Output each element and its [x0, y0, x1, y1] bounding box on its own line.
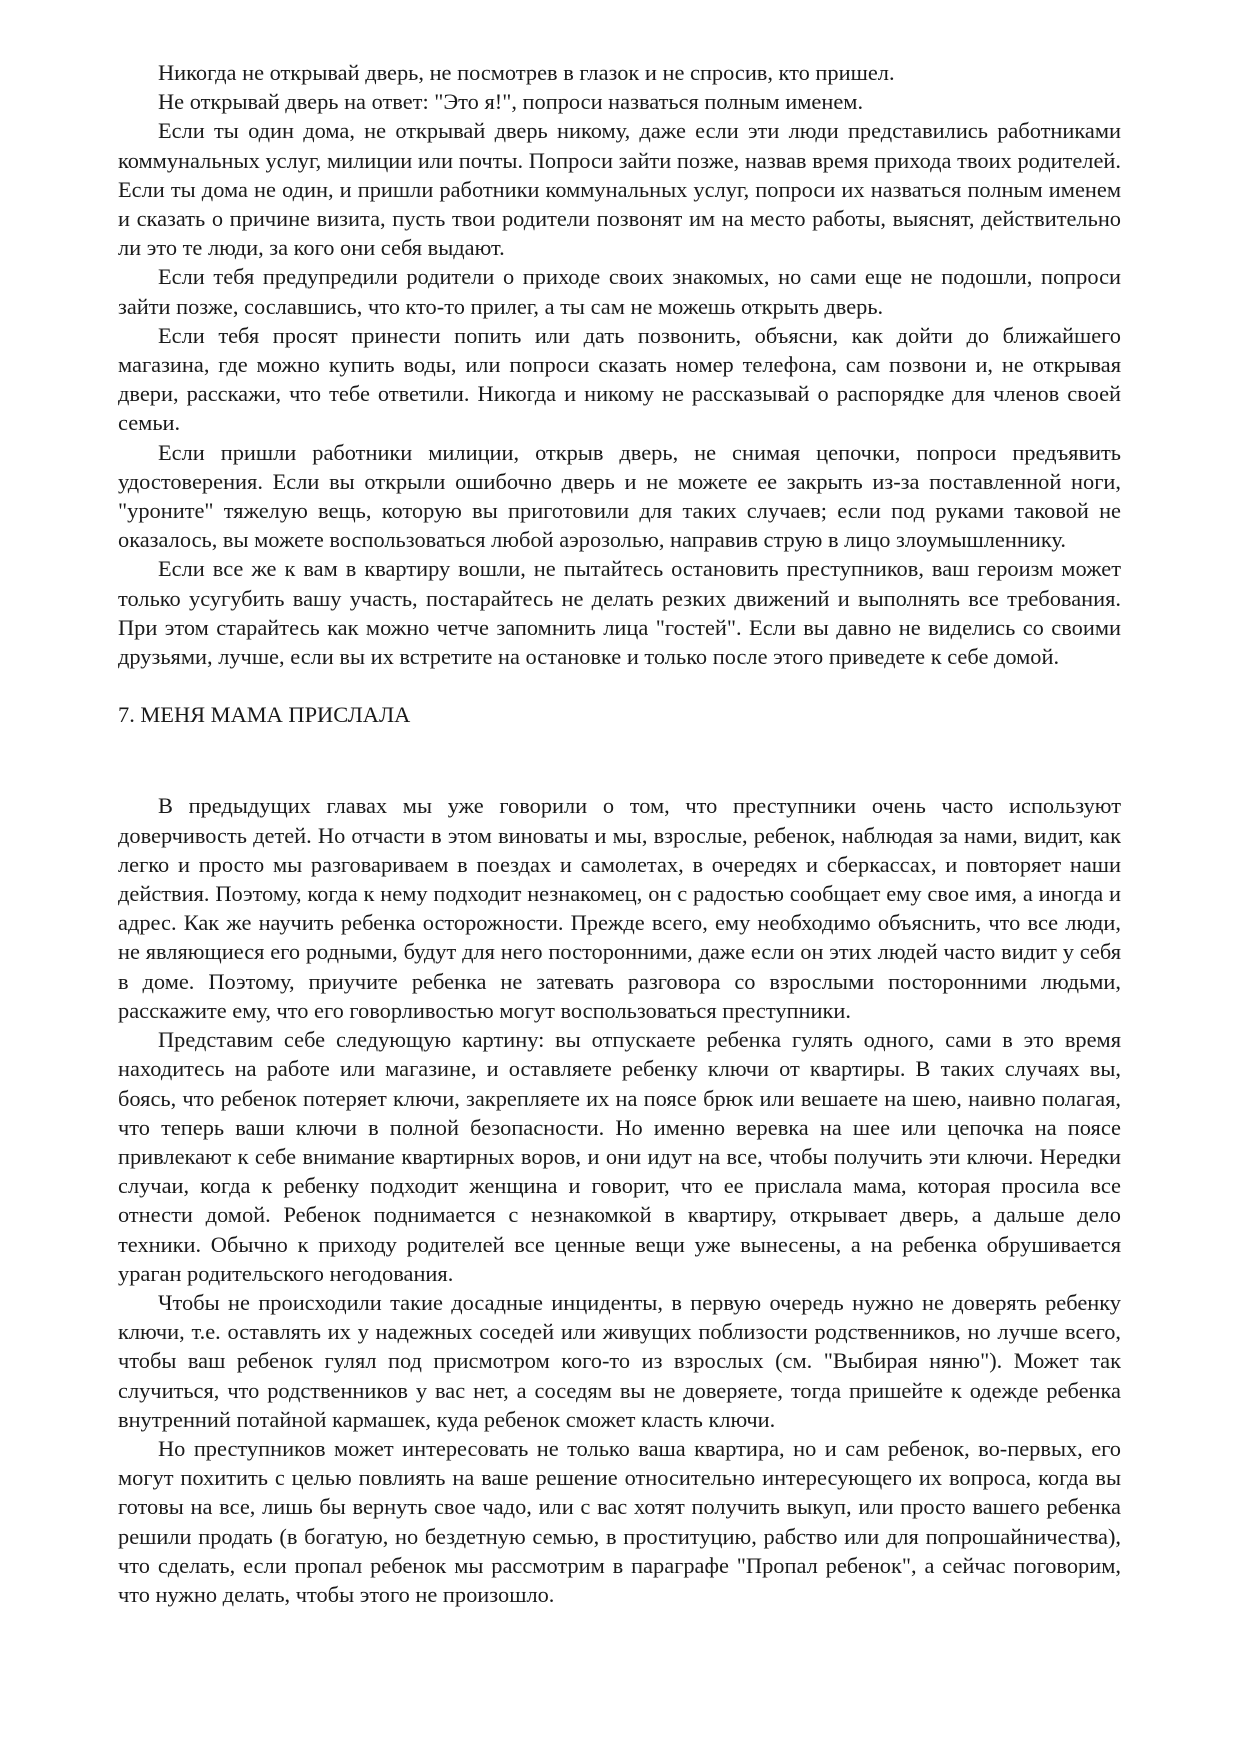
section-before — [118, 58, 1121, 671]
paragraph: Не открывай дверь на ответ: "Это я!", попроси назваться полным именем. — [158, 89, 864, 115]
section-heading: 7. МЕНЯ МАМА ПРИСЛАЛА — [118, 702, 411, 728]
paragraph: Если тебя просят принести попить или дать позвонить, объясни, как дойти до ближайшего магазина, где можно купить воды, или попроси сказать номер телефона, сам позвони и, не открывая двери, расскажи, что тебе ответили. Никогда и никому не рассказывай о распорядке для членов своей семьи. — [118, 322, 1121, 436]
paragraph: Никогда не открывай дверь, не посмотрев в глазок и не спросив, кто пришел. — [158, 60, 895, 85]
paragraph: Чтобы не происходили такие досадные инциденты, в первую очередь нужно не доверять ребенку ключи, т.е. оставлять их у надежных соседей или живущих поблизости родственников, но лучше всего, чтобы ваш ребенок гулял под присмотром кого-то из взрослых (см. "Выбирая няню"). Может так случиться, что родственников у вас нет, а соседям вы не доверяете, тогда пришейте к одежде ребенка внутренний потайной кармашек, куда ребенок сможет класть ключи. — [118, 1289, 1121, 1432]
paragraph: Если все же к вам в квартиру вошли, не пытайтесь остановить преступников, ваш героизм может только усугубить вашу участь, постарайтесь не делать резких движений и выполнять все требования. При этом старайтесь как можно четче запомнить лица "гостей". Если вы давно не виделись со своими друзьями, лучше, если вы их встретите на остановке и только после этого приведете к себе домой. — [118, 556, 1121, 670]
section-heading-wrap — [118, 700, 1121, 729]
paragraph: Но преступников может интересовать не только ваша квартира, но и сам ребенок, во-первых, его могут похитить с целью повлиять на ваше решение относительно интересующего их вопроса, когда вы готовы на все, лишь бы вернуть свое чадо, или с вас хотят получить выкуп, или просто вашего ребенка решили продать (в богатую, но бездетную семью, в проституцию, рабство или для попрошайничества), что сделать, если пропал ребенок мы рассмотрим в параграфе "Пропал ребенок", а сейчас поговорим, что нужно делать, чтобы этого не произошло. — [118, 1435, 1121, 1607]
paragraph: Представим себе следующую картину: вы отпускаете ребенка гулять одного, сами в это время находитесь на работе или магазине, и оставляете ребенку ключи от квартиры. В таких случаях вы, боясь, что ребенок потеряет ключи, закрепляете их на поясе брюк или вешаете на шею, наивно полагая, что теперь ваши ключи в полной безопасности. Но именно веревка на шее или цепочка на поясе привлекают к себе внимание квартирных воров, и они идут на все, чтобы получить эти ключи. Нередки случаи, когда к ребенку подходит женщина и говорит, что ее прислала мама, которая просила все отнести домой. Ребенок поднимается с незнакомкой в квартиру, открывает дверь, а дальше дело техники. Обычно к приходу родителей все ценные вещи уже вынесены, а на ребенка обрушивается ураган родительского негодования. — [118, 1027, 1121, 1286]
paragraph: Если ты один дома, не открывай дверь никому, даже если эти люди представились работниками коммунальных услуг, милиции или почты. Попроси зайти позже, назвав время прихода твоих родителей. Если ты дома не один, и пришли работники коммунальных услуг, попроси их назваться полным именем и сказать о причине визита, пусть твои родители позвонят им на место работы, выяснят, действительно ли это те люди, за кого они себя выдают. — [118, 118, 1121, 261]
section-after — [118, 791, 1121, 1609]
paragraph: Если пришли работники милиции, открыв дверь, не снимая цепочки, попроси предъявить удостоверения. Если вы открыли ошибочно дверь и не можете ее закрыть из-за поставленной ноги, "уроните" тяжелую вещь, которую вы приготовили для таких случаев; если под руками таковой не оказалось, вы можете воспользоваться любой аэрозолью, направив струю в лицо злоумышленнику. — [118, 439, 1121, 553]
paragraph: В предыдущих главах мы уже говорили о том, что преступники очень часто используют доверчивость детей. Но отчасти в этом виноваты и мы, взрослые, ребенок, наблюдая за нами, видит, как легко и просто мы разговариваем в поездах и самолетах, в очередях и сберкассах, и повторяет наши действия. Поэтому, когда к нему подходит незнакомец, он с радостью сообщает ему свое имя, а иногда и адрес. Как же научить ребенка осторожности. Прежде всего, ему необходимо объяснить, что все люди, не являющиеся его родными, будут для него посторонними, даже если он этих людей часто видит у себя в доме. Поэтому, приучите ребенка не затевать разговора со взрослыми посторонними людьми, расскажите ему, что его говорливостью могут воспользоваться преступники. — [118, 793, 1121, 1023]
paragraph: Если тебя предупредили родители о приходе своих знакомых, но сами еще не подошли, попроси зайти позже, сославшись, что кто-то прилег, а ты сам не можешь открыть дверь. — [118, 264, 1121, 319]
document-page — [118, 58, 1121, 1609]
